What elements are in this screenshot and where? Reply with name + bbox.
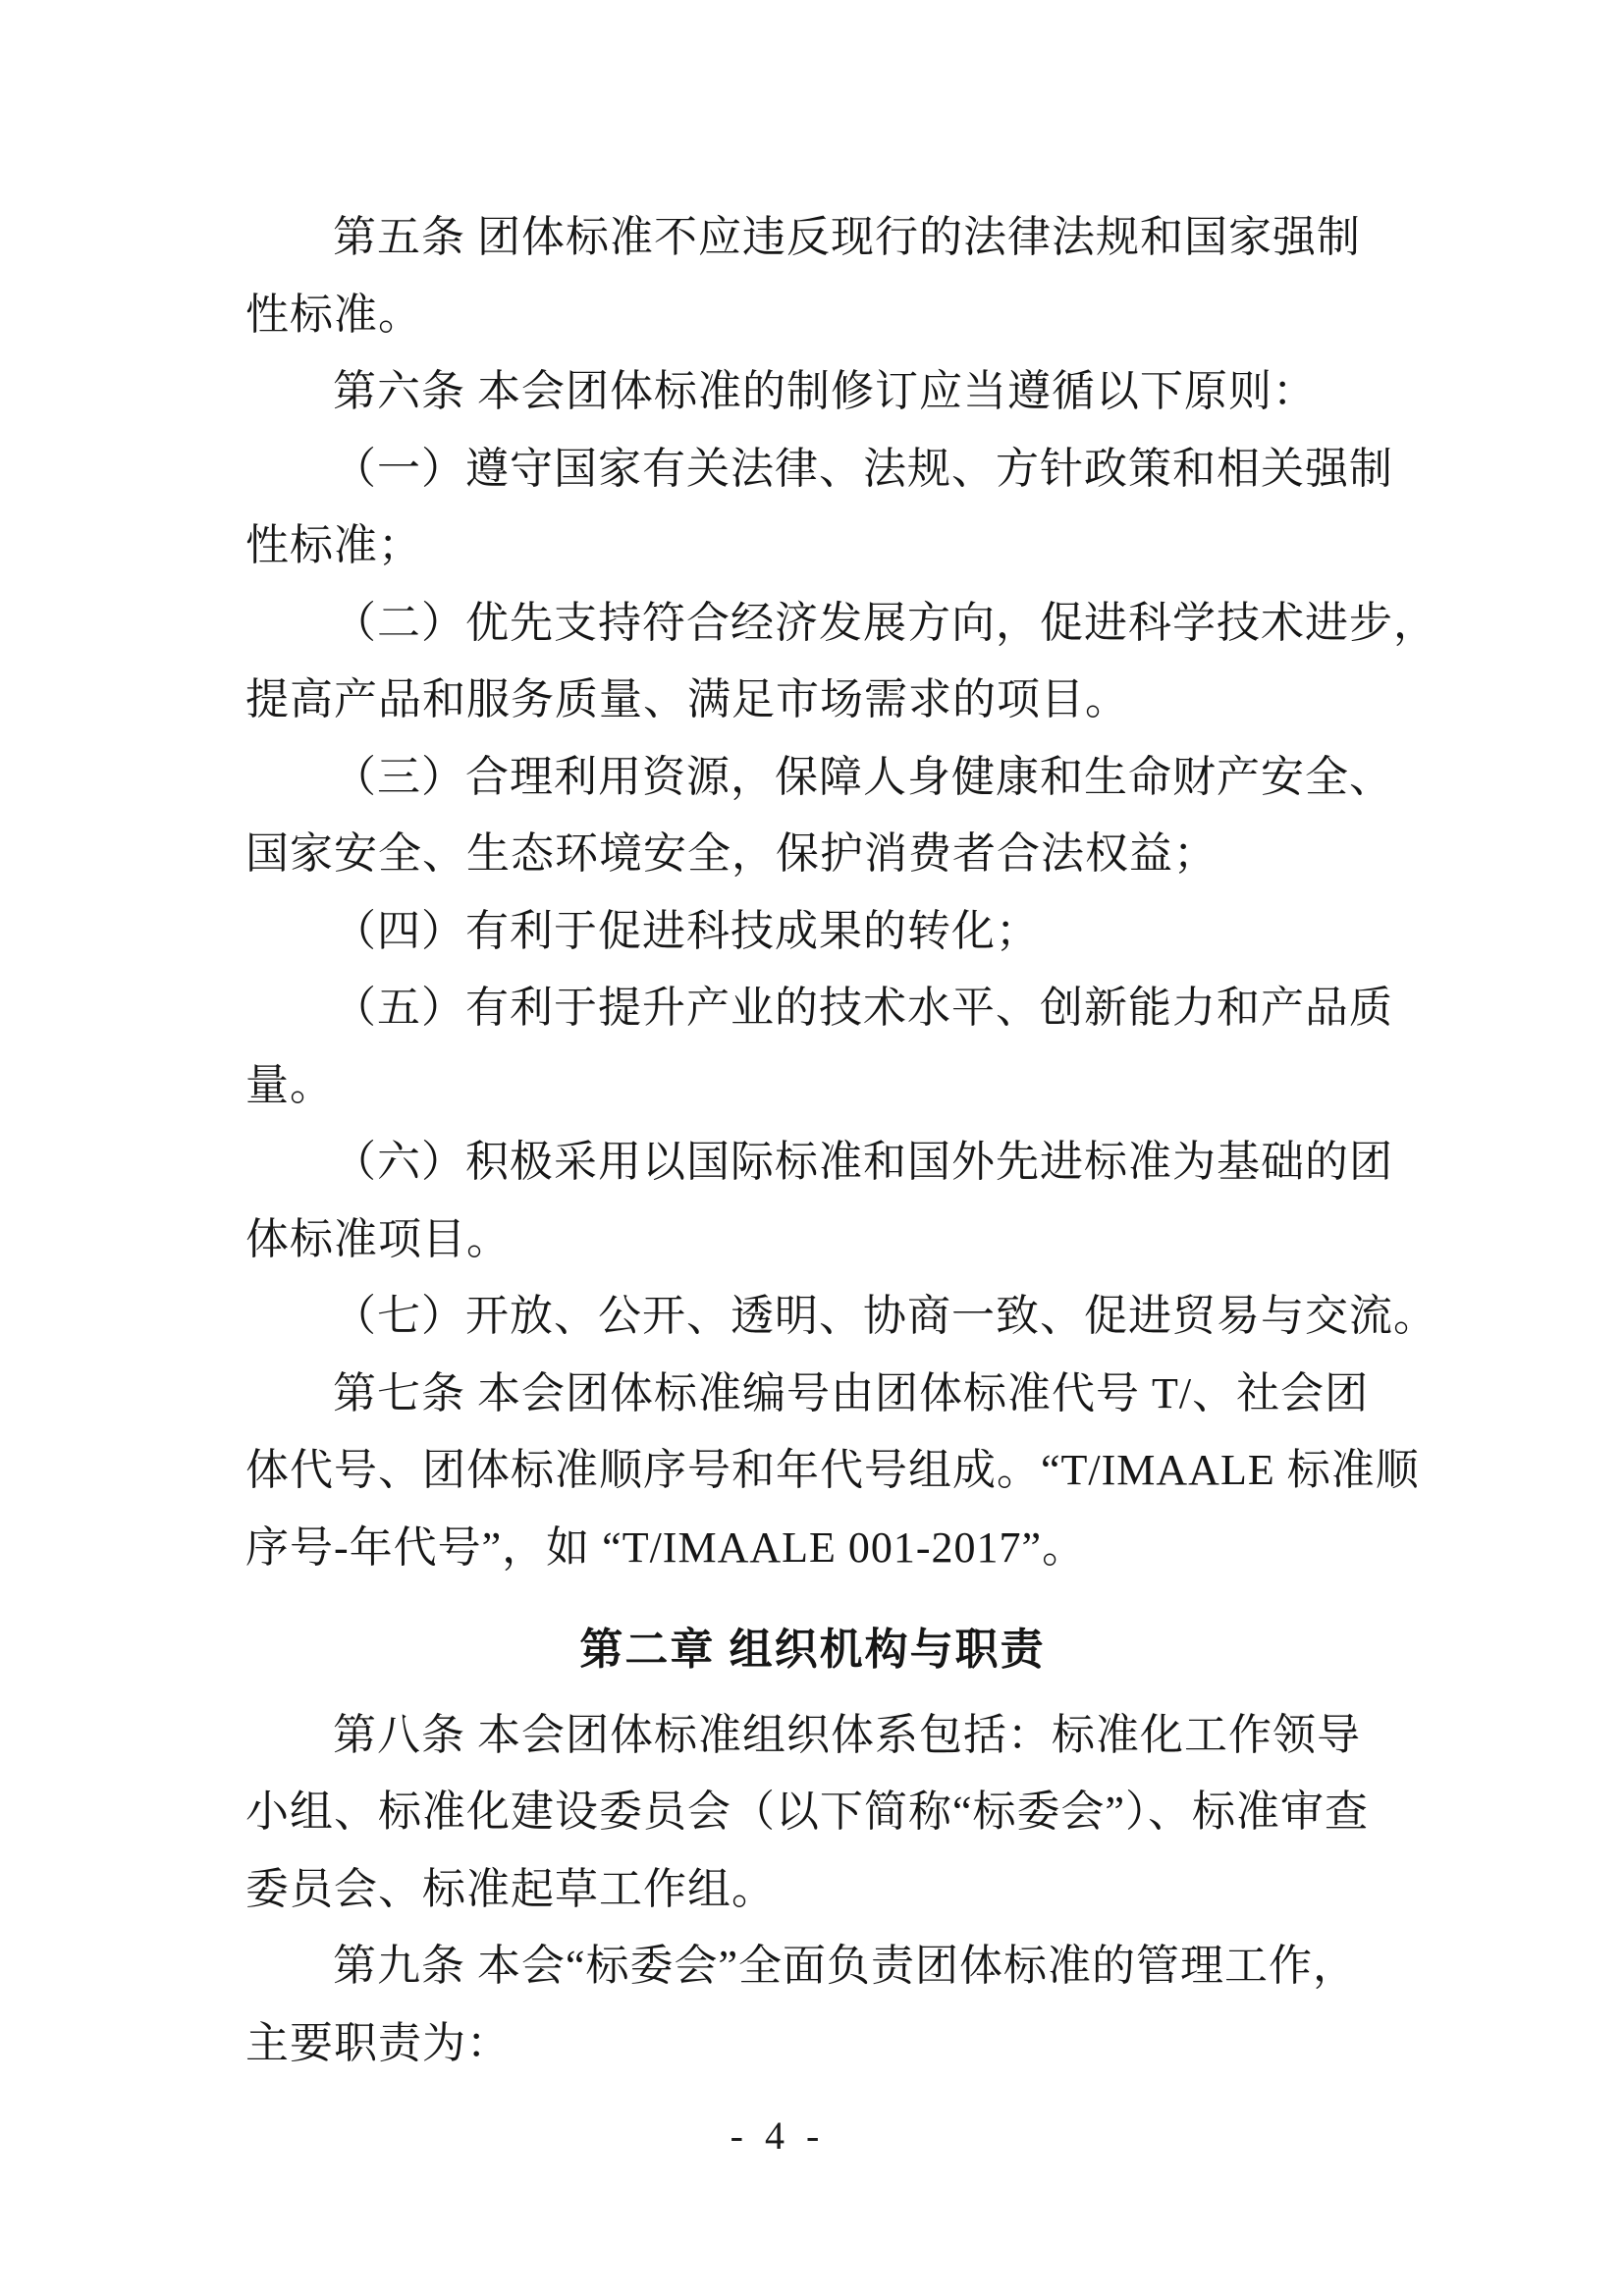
text-line: 委员会、标准起草工作组。 bbox=[245, 1864, 776, 1913]
text-line: 第九条 本会“标委会”全面负责团体标准的管理工作， bbox=[333, 1942, 1358, 1990]
text-line: 国家安全、生态环境安全，保护消费者合法权益； bbox=[245, 829, 1218, 878]
text-line: （三）合理利用资源，保障人身健康和生命财产安全、 bbox=[333, 752, 1393, 801]
text-line: 第八条 本会团体标准组织体系包括：标准化工作领导 bbox=[333, 1710, 1361, 1759]
chapter-heading: 第二章 组织机构与职责 bbox=[579, 1626, 1046, 1674]
text-line: 序号-年代号”，如 “T/IMAALE 001-2017”。 bbox=[245, 1522, 1087, 1572]
text-line: （一）遵守国家有关法律、法规、方针政策和相关强制 bbox=[333, 444, 1393, 493]
text-line: 小组、标准化建设委员会（以下简称“标委会”）、标准审查 bbox=[245, 1788, 1370, 1836]
text-line: （六）积极采用以国际标准和国外先进标准为基础的团 bbox=[333, 1138, 1393, 1186]
text-line: 体标准项目。 bbox=[245, 1214, 511, 1263]
text-line: （七）开放、公开、透明、协商一致、促进贸易与交流。 bbox=[333, 1292, 1437, 1340]
page-number: - 4 - bbox=[730, 2113, 826, 2158]
text-block bbox=[245, 199, 1437, 2082]
text-line: 第五条 团体标准不应违反现行的法律法规和国家强制 bbox=[333, 213, 1361, 261]
text-line: 量。 bbox=[245, 1060, 334, 1109]
text-line: 主要职责为： bbox=[245, 2018, 511, 2067]
text-line: 性标准。 bbox=[245, 290, 422, 339]
text-line: 性标准； bbox=[245, 521, 422, 569]
text-line: 第七条 本会团体标准编号由团体标准代号 T/、社会团 bbox=[333, 1368, 1370, 1417]
text-line: 第六条 本会团体标准的制修订应当遵循以下原则： bbox=[333, 367, 1317, 415]
text-line: （二）优先支持符合经济发展方向，促进科学技术进步， bbox=[333, 598, 1437, 647]
text-line: 提高产品和服务质量、满足市场需求的项目。 bbox=[245, 675, 1129, 723]
text-line: （四）有利于促进科技成果的转化； bbox=[333, 906, 1040, 955]
text-line: 体代号、团体标准顺序号和年代号组成。“T/IMAALE 标准顺 bbox=[245, 1446, 1420, 1494]
text-line: （五）有利于提升产业的技术水平、创新能力和产品质 bbox=[333, 984, 1393, 1032]
